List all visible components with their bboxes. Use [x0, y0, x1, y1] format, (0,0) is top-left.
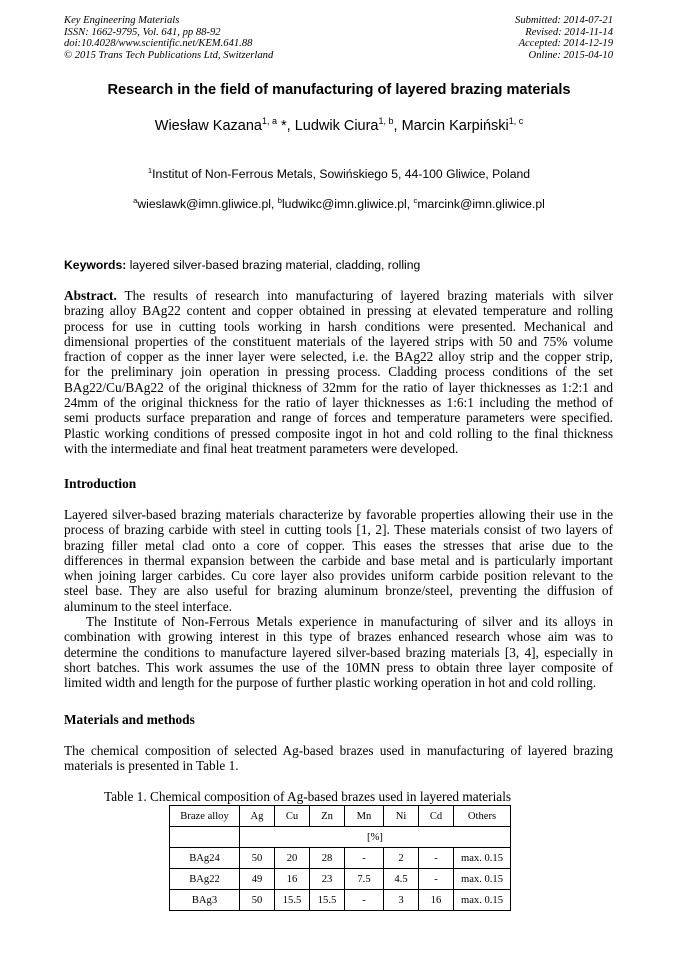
introduction-paragraph-1: [64, 507, 613, 614]
column-header: Ni: [384, 806, 419, 827]
table-cell: max. 0.15: [454, 869, 511, 890]
text-line: The chemical composition of selected Ag-based brazes used in manufacturing of layered brazing: [64, 743, 613, 758]
column-header: Others: [454, 806, 511, 827]
text-line: limited width and length for the purpose of further plastic working operation in hot and cold rolling.: [64, 675, 597, 691]
table-cell: -: [345, 848, 384, 869]
text-line: materials is presented in Table 1.: [64, 758, 239, 774]
paper-title: Research in the field of manufacturing of layered brazing materials: [107, 82, 571, 98]
methods-heading: Materials and methods: [64, 712, 195, 727]
abstract-line: semi products surface preparation and range of forces and temperature parameters were specified.: [64, 410, 613, 426]
text-line: differences in thermal expansion between the carbide and base metal and is particularly important: [64, 552, 613, 568]
revised-date: Revised: 2014-11-14: [525, 26, 613, 38]
introduction-heading: Introduction: [64, 476, 137, 491]
table-cell: 50: [240, 890, 275, 911]
column-header: Cu: [275, 806, 310, 827]
introduction-paragraph-2: [64, 614, 613, 690]
table-cell: max. 0.15: [454, 890, 511, 911]
table-cell: -: [345, 890, 384, 911]
text-line: process of brazing carbide with steel in cutting tools [1, 2]. These materials consist of two layers of: [64, 522, 613, 538]
table-row: [170, 869, 511, 890]
text-line: The Institute of Non-Ferrous Metals experience in manufacturing of silver and its alloys in: [86, 614, 613, 629]
author-name: Marcin Karpiński: [401, 118, 509, 134]
column-header: Braze alloy: [170, 806, 240, 827]
column-header: Mn: [345, 806, 384, 827]
online-date: Online: 2015-04-10: [528, 49, 613, 61]
table-cell: BAg3: [170, 890, 240, 911]
affiliation-mark: 1: [147, 165, 153, 175]
table-cell: 2: [384, 848, 419, 869]
author-emails: [0, 197, 678, 211]
email-address: ludwikc@imn.gliwice.pl,: [281, 197, 414, 211]
abstract-line: Plastic working conditions of pressed composite ingot in hot and cold rolling to the final thickness: [64, 425, 613, 441]
keywords-text: layered silver-based brazing material, cladding, rolling: [126, 258, 421, 272]
table-cell: BAg24: [170, 848, 240, 869]
table-header-row: [170, 806, 511, 827]
text-line: brazing filler metal clad onto a core of copper. This eases the stresses that arise due to the: [64, 537, 613, 553]
email-mark: b: [277, 195, 282, 205]
author-list: [0, 118, 678, 134]
abstract-line: [64, 288, 613, 303]
dates-info: [515, 15, 613, 61]
text-line: steel base. They are also useful for brazing aluminum bronze/steel, preventing the diffusion of: [64, 583, 613, 599]
column-header: Zn: [310, 806, 345, 827]
column-header: Cd: [419, 806, 454, 827]
text-line: aluminum to the steel interface.: [64, 598, 232, 614]
table-cell: -: [419, 869, 454, 890]
author-affiliation-mark: 1, c: [508, 116, 524, 127]
journal-name: Key Engineering Materials: [64, 15, 180, 26]
abstract: [64, 288, 613, 456]
table-cell: 3: [384, 890, 419, 911]
table-row: [170, 890, 511, 911]
table-cell: 15.5: [275, 890, 310, 911]
table-cell: max. 0.15: [454, 848, 511, 869]
table-cell: [170, 827, 240, 848]
affiliation: [0, 167, 678, 181]
doi: doi:10.4028/www.scientific.net/KEM.641.88: [64, 38, 253, 49]
table-caption: Table 1. Chemical composition of Ag-based brazes used in layered materials: [104, 789, 512, 804]
author-name: Wiesław Kazana: [154, 118, 262, 134]
abstract-line: fraction of copper as the inner layer were selected, i.e. the BAg22 alloy strip and the copper strip,: [64, 349, 613, 365]
table-cell: 28: [310, 848, 345, 869]
table-cell: -: [419, 848, 454, 869]
issn: ISSN: 1662-9795, Vol. 641, pp 88-92: [64, 26, 221, 38]
author-separator: *,: [276, 118, 295, 134]
email-mark: c: [413, 195, 418, 205]
abstract-line: with the intermediate and final heat treatment parameters were developed.: [64, 440, 459, 456]
unit-cell: [%]: [240, 827, 511, 848]
email-address: marcink@imn.gliwice.pl: [417, 197, 545, 211]
composition-table: [169, 805, 511, 911]
affiliation-text: Institut of Non-Ferrous Metals, Sowińskiego 5, 44-100 Gliwice, Poland: [152, 167, 531, 181]
email-mark: a: [133, 195, 138, 205]
text-line: determine the conditions to manufacture layered silver-based brazing materials [3, 4], especially in: [64, 644, 613, 660]
author-name: Ludwik Ciura: [294, 118, 379, 134]
table-cell: 23: [310, 869, 345, 890]
table-cell: 16: [275, 869, 310, 890]
copyright: © 2015 Trans Tech Publications Ltd, Switzerland: [64, 49, 274, 61]
abstract-line: for the preliminary join operation in pressing process. Cladding process conditions of the set: [64, 364, 613, 380]
table-unit-row: [170, 827, 511, 848]
abstract-line: BAg22/Cu/BAg22 of the original thickness of 32mm for the ratio of layer thicknesses as 1:2:1 and: [64, 379, 613, 395]
accepted-date: Accepted: 2014-12-19: [518, 38, 613, 49]
table-cell: 20: [275, 848, 310, 869]
keywords-label: Keywords:: [64, 258, 127, 272]
text-line: combination with growing interest in this type of brazes enhanced research whose aim was to: [64, 629, 613, 645]
abstract-line: 24mm of the original thickness for the ratio of layer thicknesses as 1:6:1 including the method of: [64, 395, 613, 411]
table-cell: 16: [419, 890, 454, 911]
text-line: when joining larger carbides. Cu core layer also provides uniform carbide position relevant to the: [64, 568, 613, 584]
journal-info: [64, 15, 273, 61]
submitted-date: Submitted: 2014-07-21: [515, 15, 613, 26]
table-row: [170, 848, 511, 869]
abstract-line: brazing alloy BAg22 content and copper obtained in pressing at elevated temperature and rolling: [64, 303, 613, 319]
table-cell: 49: [240, 869, 275, 890]
keywords: [64, 258, 420, 272]
author-affiliation-mark: 1, b: [378, 116, 394, 127]
abstract-label: Abstract.: [64, 288, 117, 303]
table-cell: 7.5: [345, 869, 384, 890]
text-line: Layered silver-based brazing materials characterize by favorable properties allowing their use in the: [64, 507, 613, 522]
abstract-text: The results of research into manufacturing of layered brazing materials with silver: [116, 288, 613, 303]
author-affiliation-mark: 1, a: [261, 116, 277, 127]
author-separator: ,: [393, 118, 402, 134]
methods-paragraph: [64, 743, 613, 774]
table-cell: 50: [240, 848, 275, 869]
text-line: short batches. This work assumes the use of the 10MN press to obtain three layer composite of: [64, 659, 613, 675]
table-cell: 15.5: [310, 890, 345, 911]
email-address: wieslawk@imn.gliwice.pl,: [137, 197, 278, 211]
table-cell: BAg22: [170, 869, 240, 890]
column-header: Ag: [240, 806, 275, 827]
abstract-line: process for use in cutting tools working in harsh conditions were presented. Mechanical and: [64, 318, 613, 334]
abstract-line: dimensional properties of the constituent materials of the layered strips with 50 and 75% volume: [64, 333, 613, 349]
table-cell: 4.5: [384, 869, 419, 890]
